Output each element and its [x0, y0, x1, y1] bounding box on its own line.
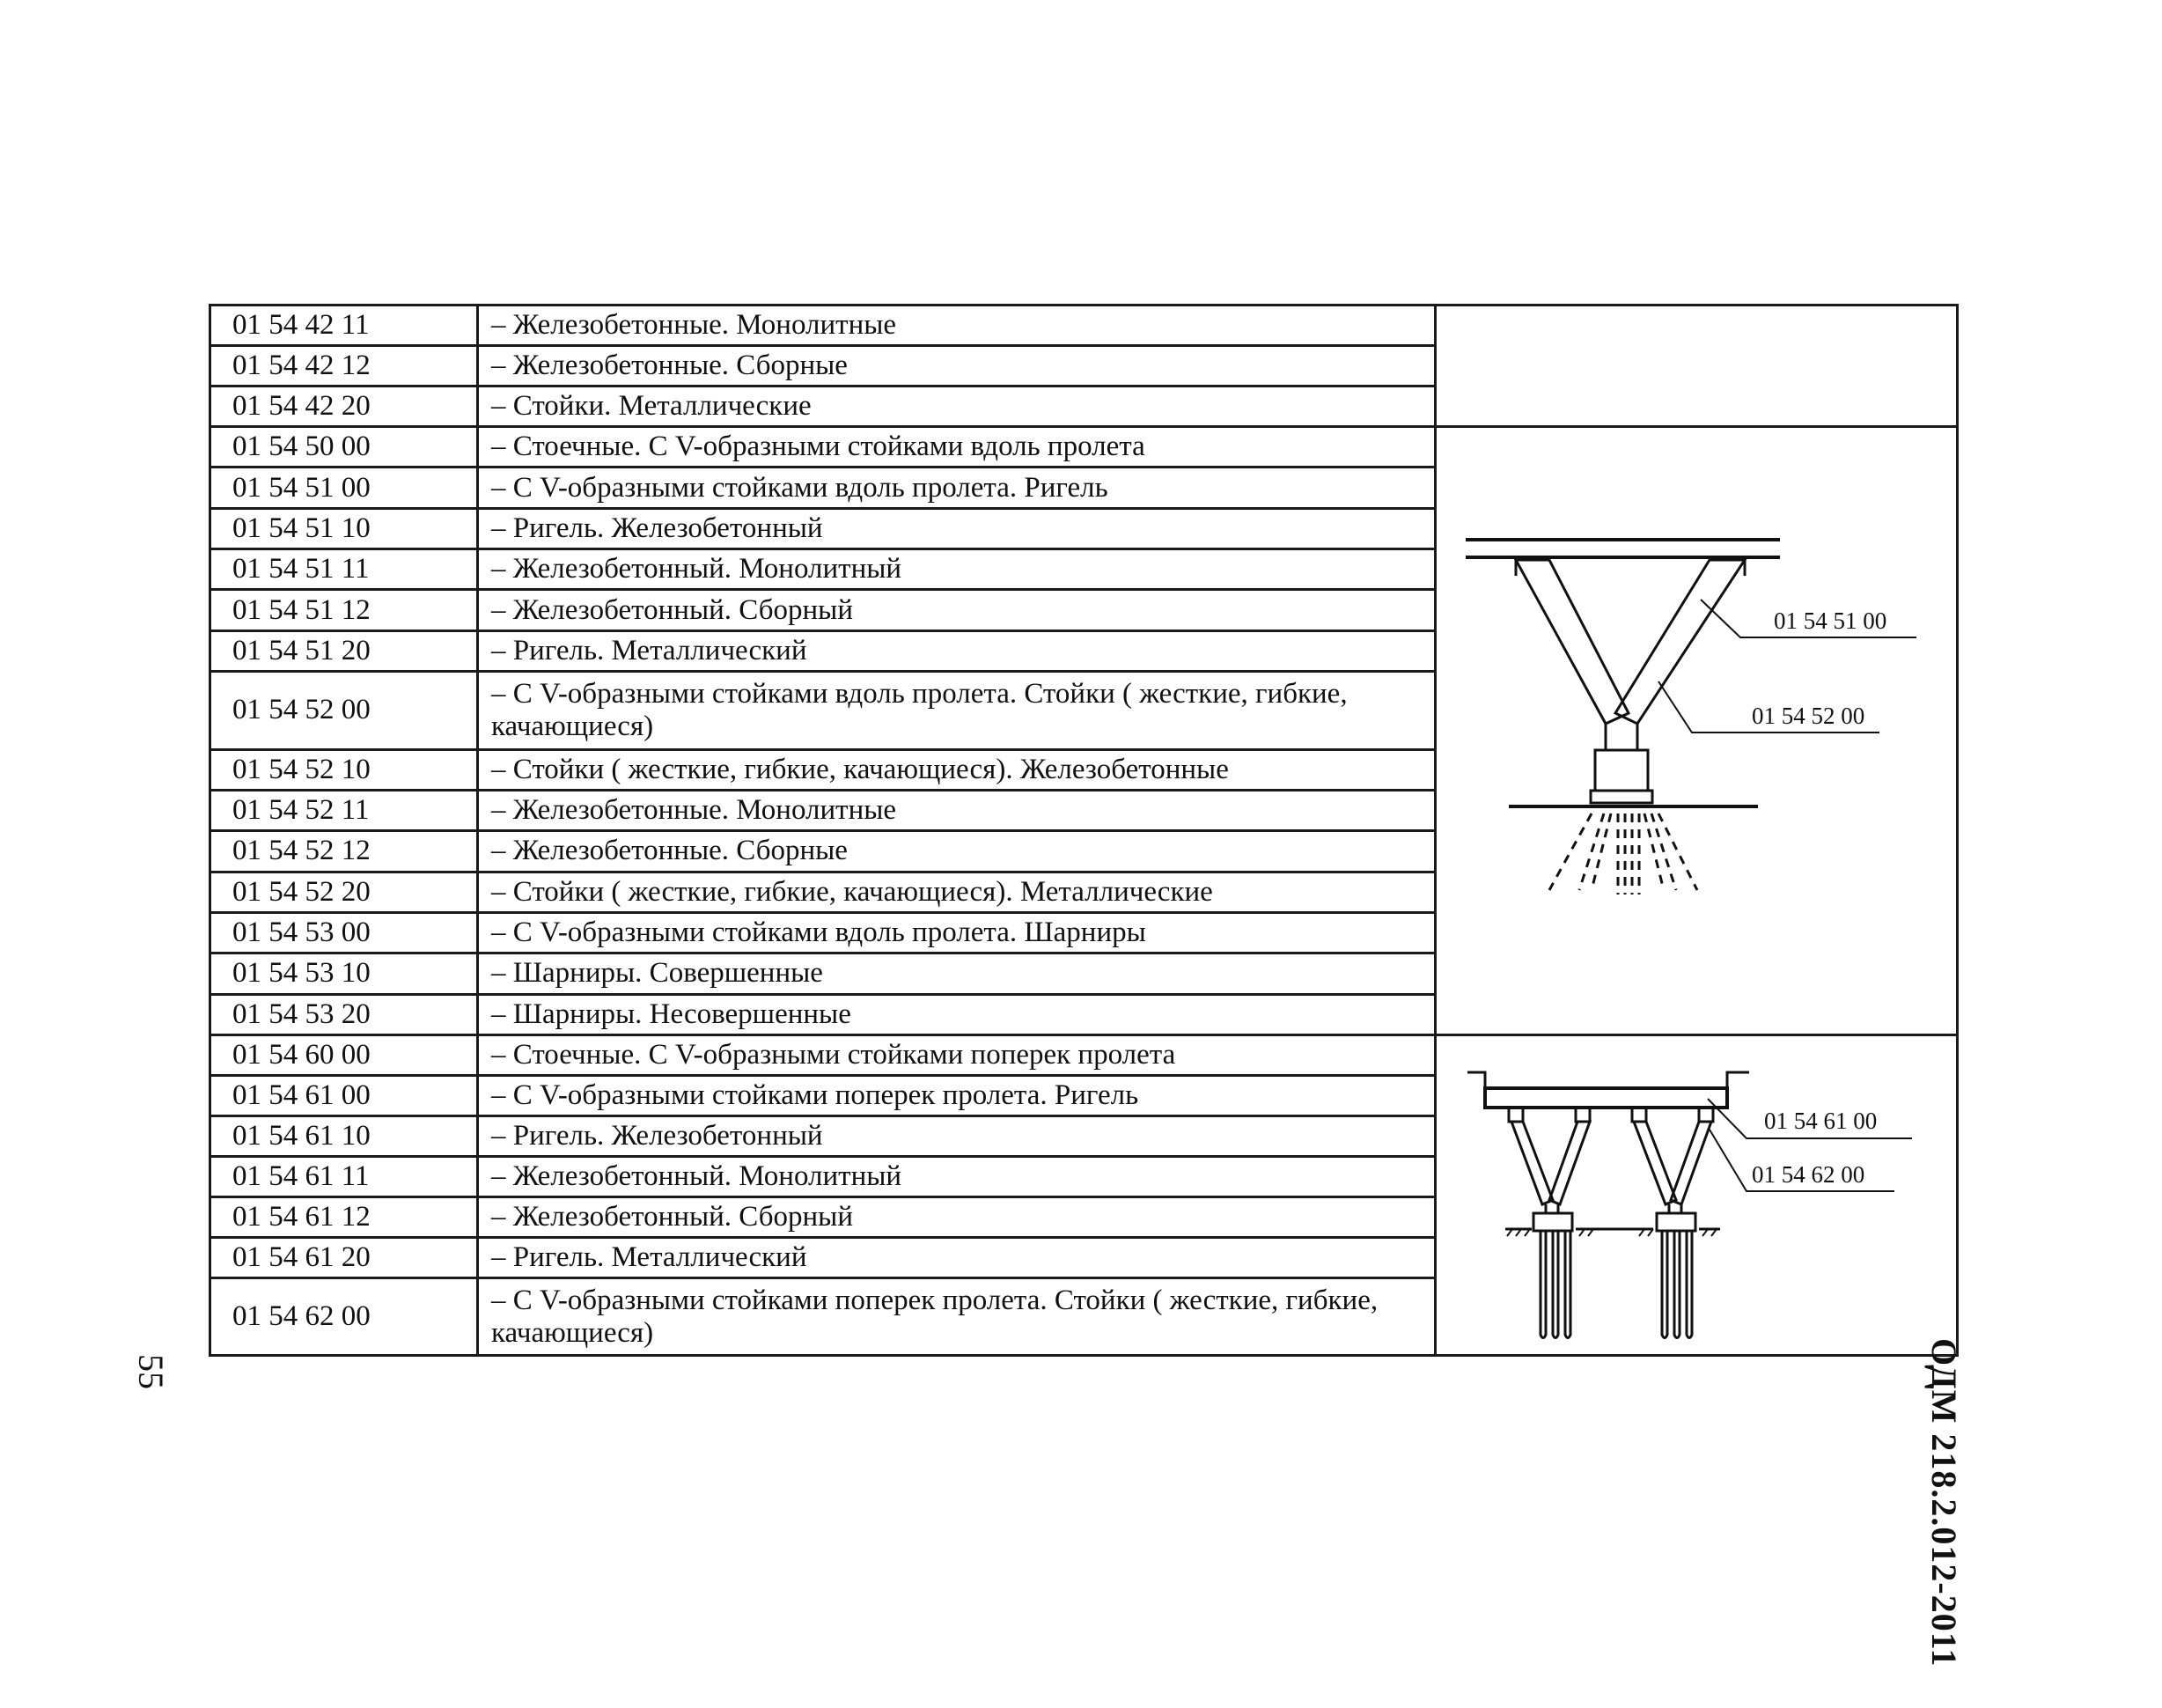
- row-description: – Железобетонные. Монолитные: [478, 306, 1436, 346]
- document-designation: ОДМ 218.2.012-2011: [1924, 1338, 1964, 1668]
- row-description: – Стойки. Металлические: [478, 387, 1436, 427]
- row-code: 01 54 51 00: [210, 467, 478, 508]
- table-row: [210, 427, 1958, 467]
- label-beam: 01 54 61 00: [1764, 1107, 1878, 1134]
- row-code: 01 54 52 10: [210, 749, 478, 790]
- row-description: – Ригель. Железобетонный: [478, 1116, 1436, 1157]
- row-description: – Стойки ( жесткие, гибкие, качающиеся). Железобетонные: [478, 749, 1436, 790]
- row-description: – Железобетонный. Монолитный: [478, 1157, 1436, 1197]
- row-description: – Железобетонный. Сборный: [478, 1197, 1436, 1238]
- label-struts: 01 54 52 00: [1752, 703, 1865, 729]
- row-code: 01 54 51 12: [210, 590, 478, 630]
- row-code: 01 54 51 10: [210, 508, 478, 548]
- row-code: 01 54 42 20: [210, 387, 478, 427]
- row-description: – С V-образными стойками вдоль пролета. Шарниры: [478, 912, 1436, 953]
- row-code: 01 54 62 00: [210, 1278, 478, 1356]
- row-description: – С V-образными стойками поперек пролета. Стойки ( жесткие, гибкие, качающиеся): [478, 1278, 1436, 1356]
- row-code: 01 54 52 11: [210, 790, 478, 830]
- row-code: 01 54 52 00: [210, 671, 478, 749]
- label-struts: 01 54 62 00: [1752, 1160, 1865, 1188]
- row-description: – Ригель. Железобетонный: [478, 508, 1436, 548]
- label-beam: 01 54 51 00: [1774, 607, 1887, 634]
- v-strut-along-span-diagram: [1437, 428, 1956, 1034]
- row-description: – Железобетонный. Сборный: [478, 590, 1436, 630]
- row-code: 01 54 42 12: [210, 346, 478, 387]
- row-code: 01 54 61 12: [210, 1197, 478, 1238]
- row-description: – С V-образными стойками вдоль пролета. Стойки ( жесткие, гибкие, качающиеся): [478, 671, 1436, 749]
- row-description: – С V-образными стойками поперек пролета. Ригель: [478, 1076, 1436, 1116]
- empty-figure-cell: [1436, 306, 1958, 427]
- row-code: 01 54 53 00: [210, 912, 478, 953]
- row-code: 01 54 61 00: [210, 1076, 478, 1116]
- table-row: [210, 1035, 1958, 1076]
- row-code: 01 54 60 00: [210, 1035, 478, 1076]
- row-description: – Железобетонные. Сборные: [478, 346, 1436, 387]
- row-description: – Ригель. Металлический: [478, 630, 1436, 671]
- row-code: 01 54 51 11: [210, 548, 478, 589]
- row-code: 01 54 52 12: [210, 831, 478, 872]
- row-description: – С V-образными стойками вдоль пролета. Ригель: [478, 467, 1436, 508]
- row-description: – Стойки ( жесткие, гибкие, качающиеся). Металлические: [478, 872, 1436, 912]
- row-code: 01 54 53 20: [210, 994, 478, 1034]
- row-code: 01 54 61 10: [210, 1116, 478, 1157]
- figure-across-span-cell: [1436, 1035, 1958, 1356]
- row-code: 01 54 50 00: [210, 427, 478, 467]
- row-description: – Стоечные. С V-образными стойками поперек пролета: [478, 1035, 1436, 1076]
- row-description: – Шарниры. Совершенные: [478, 953, 1436, 994]
- row-code: 01 54 61 20: [210, 1238, 478, 1278]
- v-strut-across-span-diagram: [1437, 1037, 1956, 1354]
- page-number: 55: [131, 1354, 171, 1389]
- row-code: 01 54 42 11: [210, 306, 478, 346]
- figure-along-span-cell: [1436, 427, 1958, 1035]
- row-description: – Железобетонные. Сборные: [478, 831, 1436, 872]
- row-description: – Ригель. Металлический: [478, 1238, 1436, 1278]
- row-code: 01 54 51 20: [210, 630, 478, 671]
- row-description: – Шарниры. Несовершенные: [478, 994, 1436, 1034]
- classification-table: [209, 304, 1959, 1357]
- row-code: 01 54 52 20: [210, 872, 478, 912]
- row-description: – Стоечные. С V-образными стойками вдоль пролета: [478, 427, 1436, 467]
- row-description: – Железобетонный. Монолитный: [478, 548, 1436, 589]
- row-code: 01 54 61 11: [210, 1157, 478, 1197]
- table-row: [210, 306, 1958, 346]
- row-code: 01 54 53 10: [210, 953, 478, 994]
- row-description: – Железобетонные. Монолитные: [478, 790, 1436, 830]
